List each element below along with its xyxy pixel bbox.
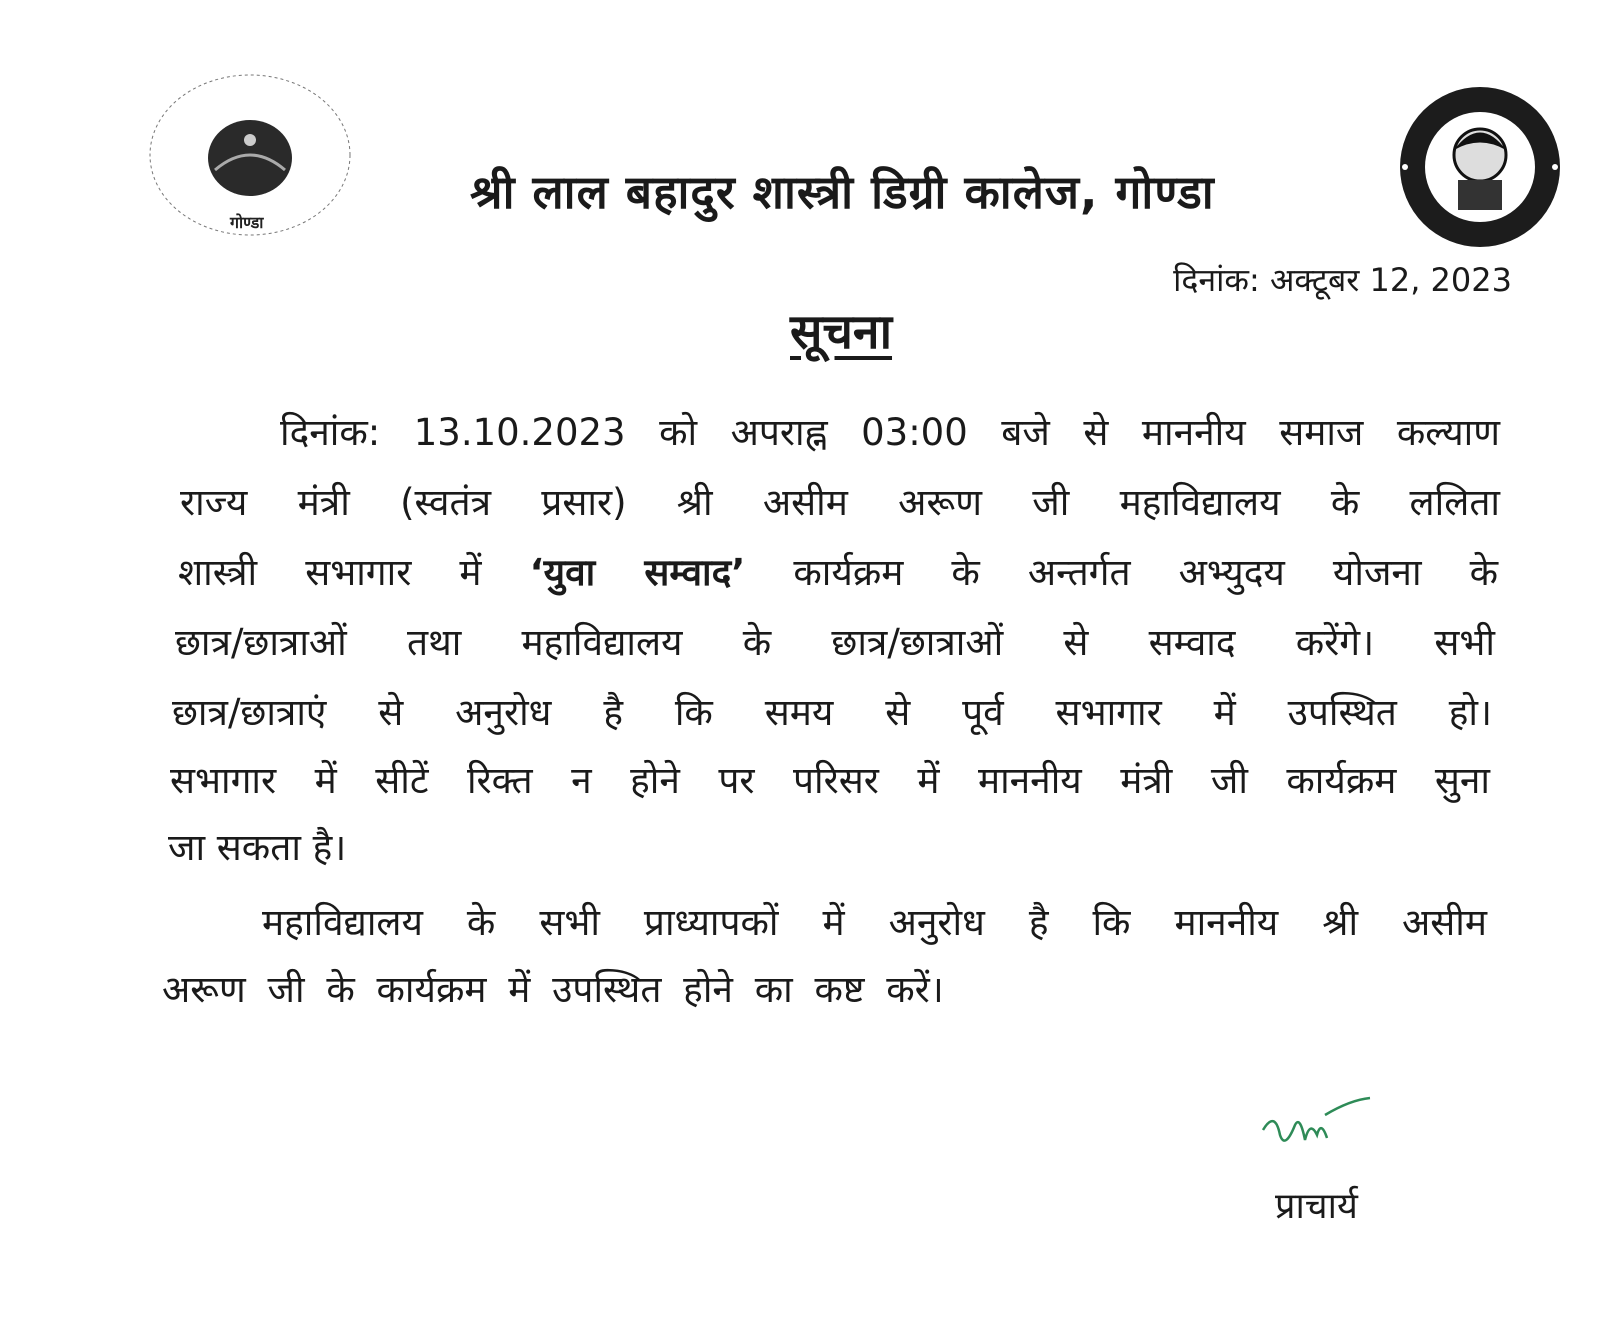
svg-text:गोण्डा: गोण्डा — [230, 213, 264, 232]
body-line: सभागार में सीटें रिक्त न होने पर परिसर में माननीय मंत्री जी कार्यक्रम सुना — [170, 759, 1490, 802]
college-seal-logo — [145, 70, 355, 240]
principal-designation: प्राचार्य — [1275, 1186, 1358, 1227]
body-line: छात्र/छात्राओं तथा महाविद्यालय के छात्र/छात्राओं से सम्वाद करेंगे। सभी — [175, 621, 1495, 664]
body-line: दिनांक: 13.10.2023 को अपराह्न 03:00 बजे से माननीय समाज कल्याण — [280, 411, 1500, 454]
body-line: महाविद्यालय के सभी प्राध्यापकों में अनुरोध है कि माननीय श्री असीम — [262, 901, 1487, 944]
body-text: शास्त्री सभागार में — [178, 551, 530, 594]
college-name: श्री लाल बहादुर शास्त्री डिग्री कालेज, गोण्डा — [470, 165, 1215, 219]
body-line: छात्र/छात्राएं से अनुरोध है कि समय से पूर्व सभागार में उपस्थित हो। — [172, 691, 1492, 734]
notice-heading: सूचना — [790, 304, 893, 360]
body-line — [178, 545, 1498, 596]
principal-signature — [1255, 1090, 1375, 1170]
body-text: कार्यक्रम के अन्तर्गत अभ्युदय योजना के — [745, 551, 1498, 594]
body-line: जा सकता है। — [168, 826, 347, 869]
notice-date: दिनांक: अक्टूबर 12, 2023 — [1173, 261, 1512, 299]
body-line: अरूण जी के कार्यक्रम में उपस्थित होने का कष्ट करें। — [162, 968, 944, 1011]
program-name: ‘युवा सम्वाद’ — [529, 551, 746, 594]
body-line: राज्य मंत्री (स्वतंत्र प्रसार) श्री असीम अरूण जी महाविद्यालय के ललिता — [180, 481, 1500, 524]
beti-bachao-logo — [1395, 85, 1565, 250]
